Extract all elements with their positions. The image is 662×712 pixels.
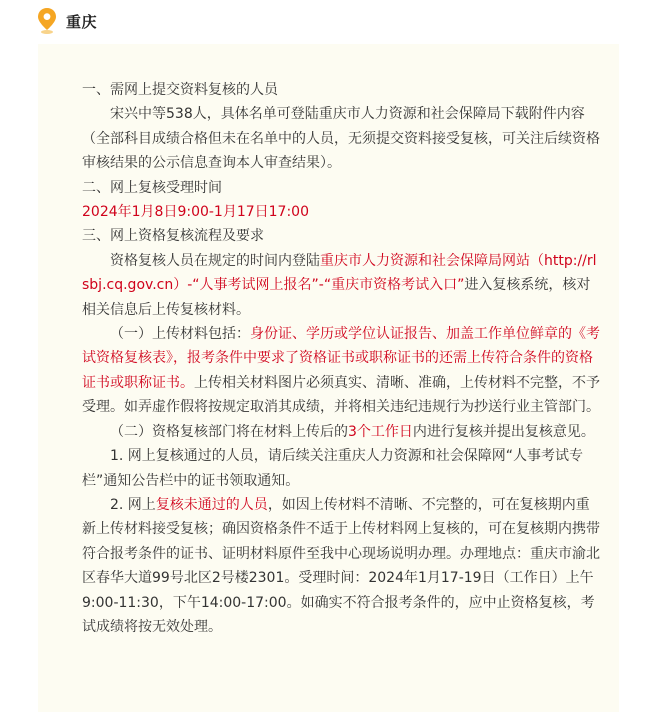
- notice-card: [38, 44, 619, 712]
- section-3-heading: 三、网上资格复核流程及要求: [82, 228, 264, 245]
- subsection-2-rest: 内进行复核并提出复核意见。: [412, 423, 595, 440]
- item-2: [82, 493, 601, 639]
- required-materials: 身份证、学历或学位认证报告、加盖工作单位鲜章的《考试资格复核表》，报考条件中要求了资格证书或职称证书的还需上传符合条件的资格证书或职称证书。: [82, 326, 600, 391]
- region-title: 重庆: [66, 12, 98, 31]
- failed-review-label: 复核未通过的人员: [155, 496, 268, 513]
- subsection-1-rest: 上传相关材料图片必须真实、清晰、准确，上传材料不完整，不予受理。如弄虚作假将按规定取消其成绩，并将相关违纪违规行为抄送行业主管部门。: [82, 374, 600, 416]
- subsection-1-lead: （一）上传材料包括：: [110, 326, 250, 343]
- subsection-2-lead: （二）资格复核部门将在材料上传后的: [110, 423, 348, 440]
- section-1-body: 宋兴中等538人，具体名单可登陆重庆市人力资源和社会保障局下载附件内容（全部科目成绩合格但未在名单中的人员，无须提交资料接受复核，可关注后续资格审核结果的公示信息查询本人审查结果）。: [82, 106, 600, 172]
- intro-text-a: 资格复核人员在规定的时间内登陆: [110, 252, 320, 269]
- section-1-heading: 一、需网上提交资料复核的人员: [82, 82, 278, 98]
- location-pin-icon: [36, 7, 58, 35]
- review-period: 3个工作日: [348, 423, 413, 440]
- item-2-rest: ，如因上传材料不清晰、不完整的，可在复核期内重新上传材料接受复核；确因资格条件不适于上传材料网上复核的，可在复核期内携带符合报考条件的证书、证明材料原件至我中心现场说明办理。办理地点：重庆市渝北区春华大道99号北区2号楼2301。受理时间：2024年1月17-19日（工作日）上午9:00-11:30，下午14:00-17:00。如确实不符合报考条件的，应中止资格复核，考试成绩将按无效处理。: [82, 496, 600, 635]
- review-portal-path: 重庆市人力资源和社会保障局网站（http://rlsbj.cq.gov.cn）-“人事考试网上报名”-“重庆市资格考试入口”: [82, 252, 597, 294]
- section-2-heading: 二、网上复核受理时间: [82, 179, 222, 196]
- item-2-lead: 2. 网上: [110, 496, 156, 513]
- subsection-2: [82, 420, 601, 444]
- intro-text-b: 进入复核系统，核对相关信息后上传复核材料。: [82, 277, 591, 318]
- section-3-intro: [82, 249, 601, 322]
- subsection-1: [82, 322, 601, 420]
- item-1: 1. 网上复核通过的人员，请后续关注重庆人力资源和社会保障网“人事考试专栏”通知公告栏中的证书领取通知。: [82, 448, 584, 489]
- region-header: [36, 6, 97, 36]
- review-time-range: 2024年1月8日9:00-1月17日17:00: [82, 204, 310, 221]
